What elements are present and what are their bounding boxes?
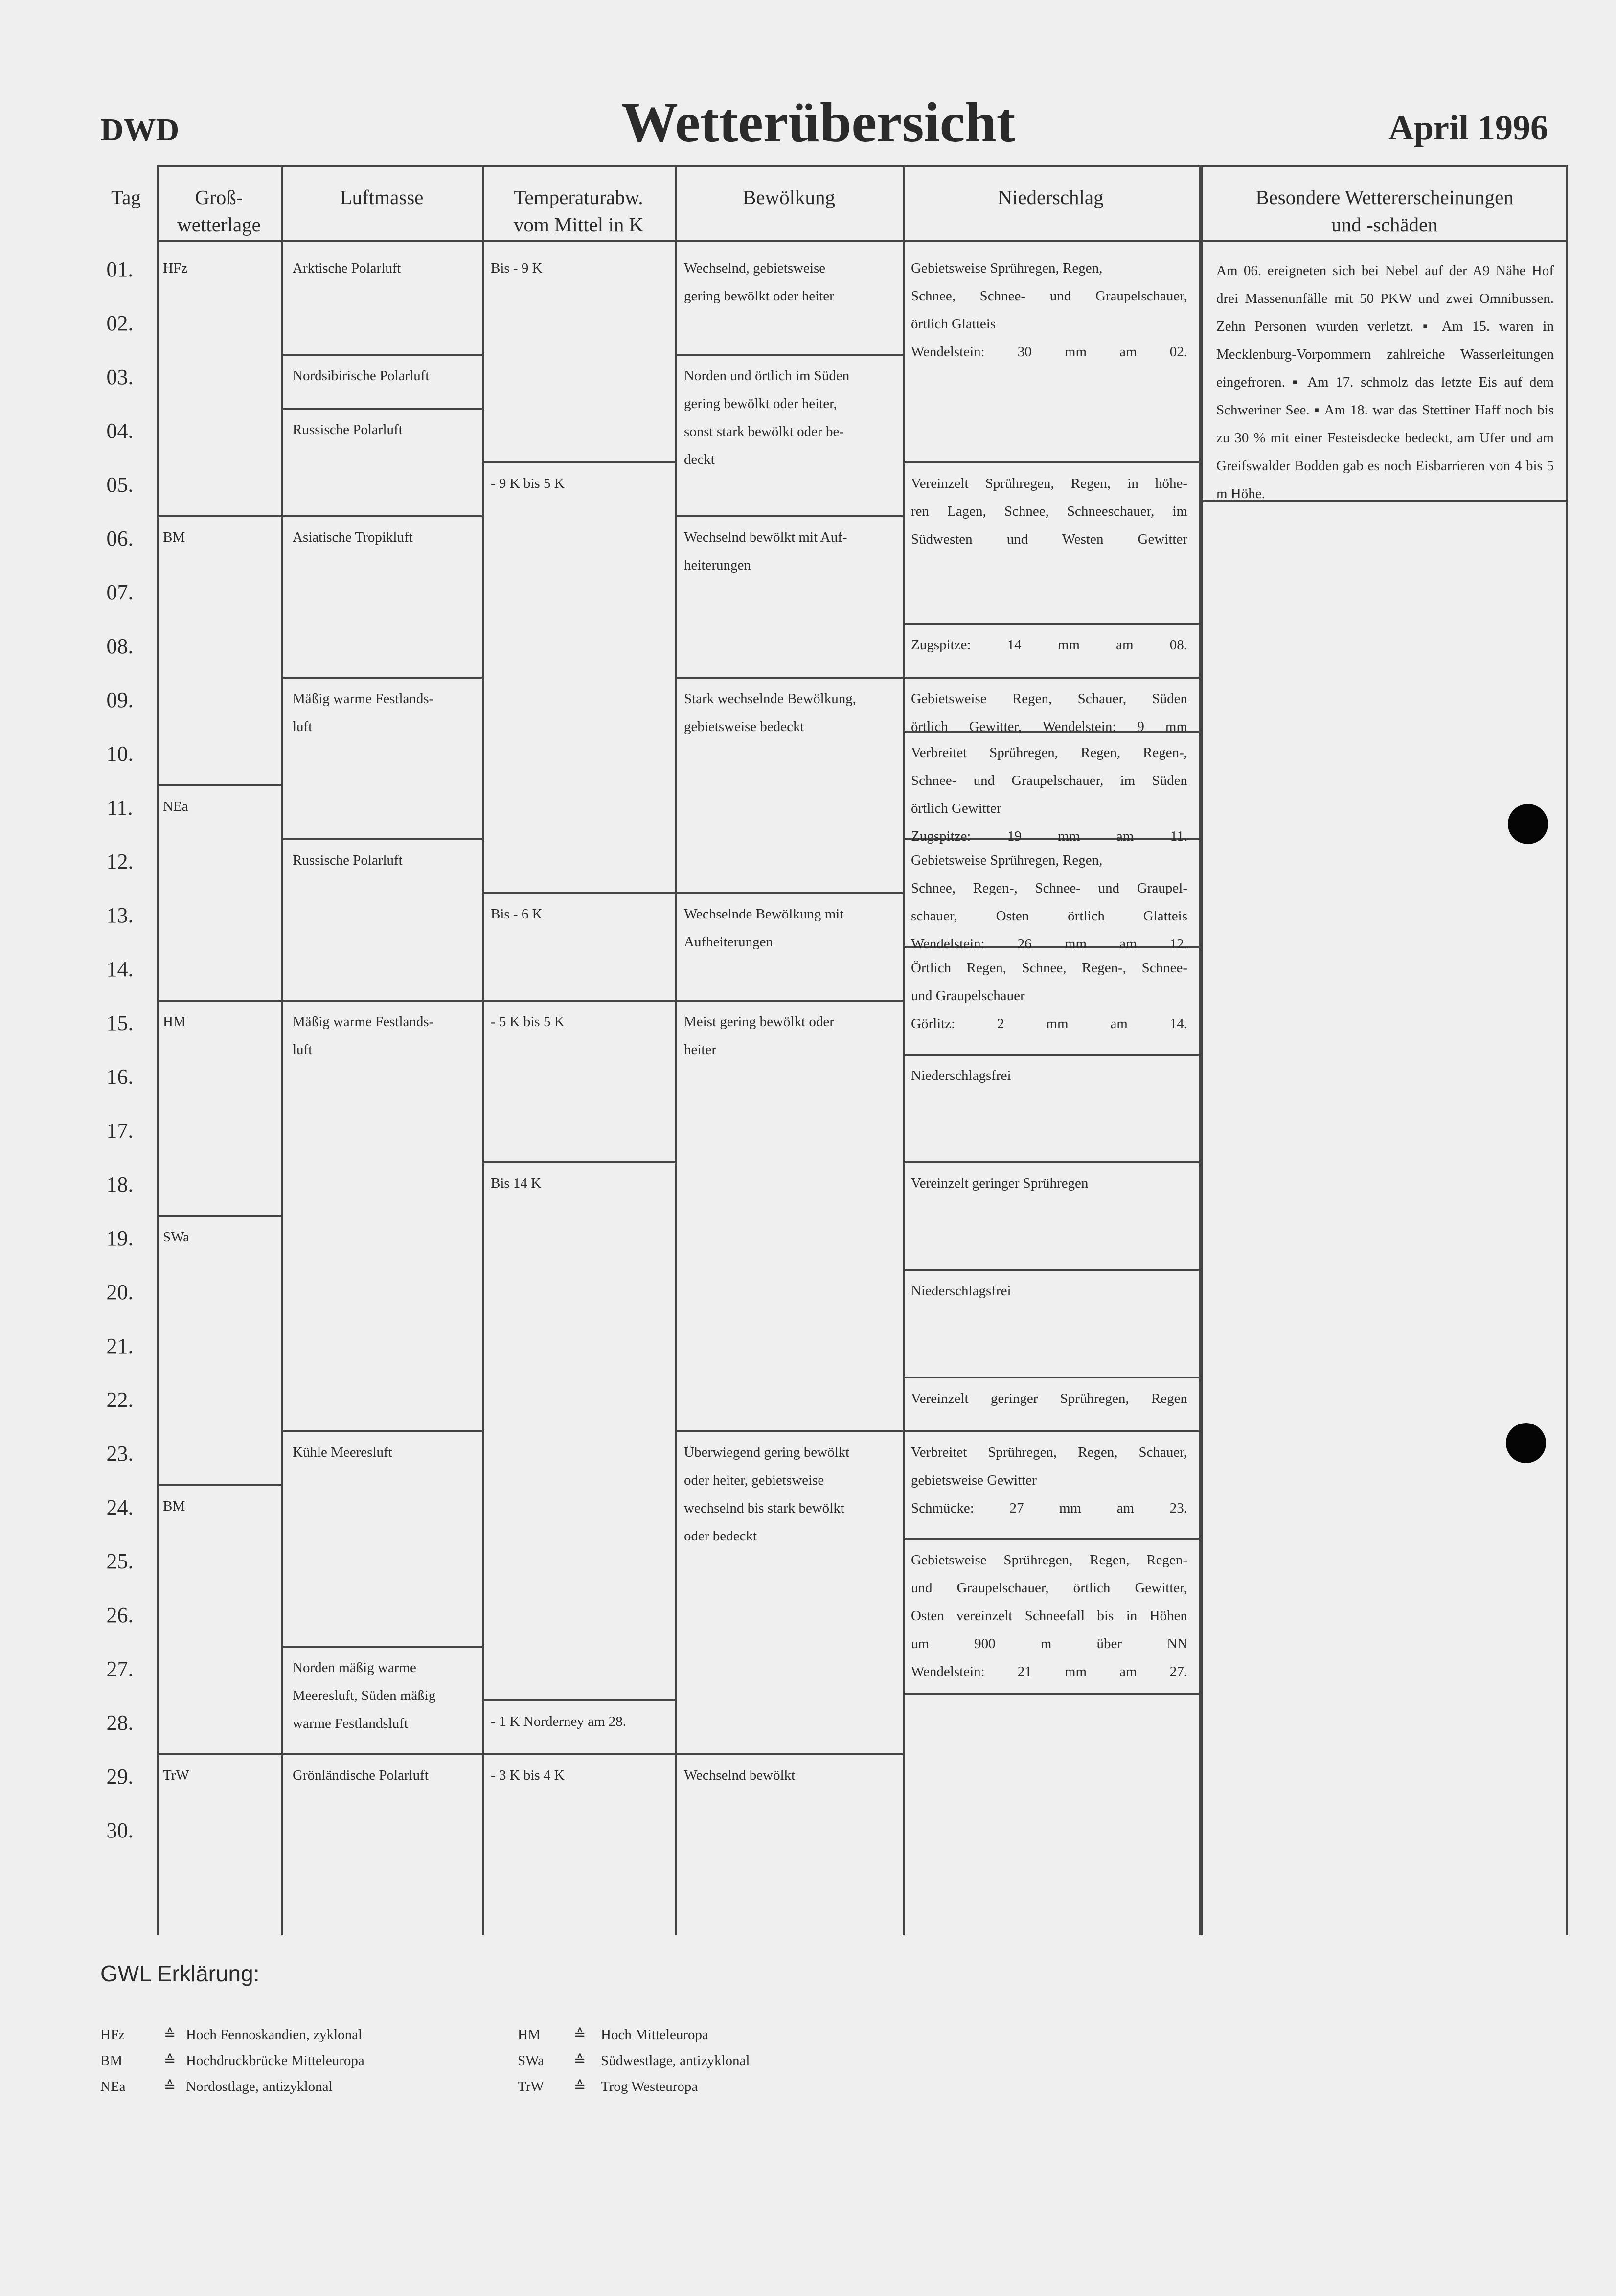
segment-divider — [281, 1646, 484, 1648]
cell-line: luft — [293, 719, 313, 735]
legend-correspondence-symbol: ≙ — [574, 2027, 586, 2043]
luftmasse-cell — [293, 416, 474, 444]
day-number: 21. — [106, 1334, 134, 1358]
temperature-cell — [491, 1708, 669, 1736]
segment-divider — [675, 892, 905, 894]
day-number: 19. — [106, 1226, 134, 1250]
gwl-cell: NEa — [163, 799, 188, 814]
segment-divider — [281, 354, 484, 356]
segment-divider — [675, 1430, 905, 1432]
luftmasse-cell — [293, 1762, 474, 1790]
cell-line: Gebietsweise Sprühregen, Regen, Regen- — [911, 1552, 1187, 1568]
cell-line: Stark wechselnde Bewölkung, — [684, 691, 856, 707]
cell-line: Schnee- und Graupelschauer, im Süden — [911, 773, 1187, 788]
legend-item — [100, 2047, 541, 2074]
cell-line: Gebietsweise Sprühregen, Regen, — [911, 852, 1103, 868]
punch-hole — [1506, 1423, 1546, 1463]
cell-line: - 3 K bis 4 K — [491, 1768, 565, 1783]
day-number: 17. — [106, 1119, 134, 1143]
segment-divider — [482, 1753, 677, 1755]
cell-line: und Graupelschauer, örtlich Gewitter, — [911, 1580, 1187, 1596]
day-number: 12. — [106, 850, 134, 873]
cell-line: luft — [293, 1042, 313, 1057]
luftmasse-cell — [293, 1439, 474, 1467]
legend-item — [518, 2021, 958, 2048]
cell-line: Russische Polarluft — [293, 422, 403, 437]
day-number: 28. — [106, 1711, 134, 1735]
day-number: 13. — [106, 903, 134, 927]
segment-divider — [903, 1269, 1201, 1271]
cell-line: Vereinzelt geringer Sprühregen, Regen — [911, 1391, 1187, 1406]
cell-line: Wendelstein: 21 mm am 27. — [911, 1664, 1187, 1679]
bewoelkung-cell — [684, 900, 877, 956]
cell-line: Wechselnd bewölkt mit Auf- — [684, 529, 847, 545]
legend-text: Hoch Mitteleuropa — [601, 2027, 708, 2043]
cell-line: Niederschlagsfrei — [911, 1068, 1011, 1083]
day-number: 02. — [106, 311, 134, 335]
legend-correspondence-symbol: ≙ — [164, 2027, 176, 2043]
day-number: 16. — [106, 1065, 134, 1089]
niederschlag-cell — [911, 1062, 1187, 1090]
segment-divider — [482, 1699, 677, 1701]
col-header-temperatur: Temperaturabw. vom Mittel in K — [513, 186, 644, 236]
bewoelkung-cell — [684, 1762, 877, 1790]
cell-line: Meist gering bewölkt oder — [684, 1014, 834, 1030]
cell-line: Osten vereinzelt Schneefall bis in Höhen — [911, 1608, 1187, 1624]
cell-line: ren Lagen, Schnee, Schneeschauer, im — [911, 504, 1187, 519]
day-number: 29. — [106, 1765, 134, 1789]
day-number: 14. — [106, 957, 134, 981]
legend-item — [518, 2073, 958, 2100]
bewoelkung-cell — [684, 524, 877, 579]
day-number: 25. — [106, 1549, 134, 1573]
header-left: DWD — [100, 112, 180, 148]
legend-item — [518, 2047, 958, 2074]
cell-line: Norden mäßig warme — [293, 1660, 416, 1676]
col-header-luftmasse: Luftmasse — [340, 186, 424, 208]
legend-abbr: BM — [100, 2053, 123, 2068]
day-number: 04. — [106, 419, 134, 443]
cell-line: gebietsweise bedeckt — [684, 719, 804, 735]
cell-line: Mäßig warme Festlands- — [293, 1014, 434, 1030]
segment-divider — [903, 1161, 1201, 1163]
bewoelkung-cell — [684, 685, 877, 741]
segment-divider — [903, 1538, 1201, 1540]
day-number: 05. — [106, 473, 134, 497]
day-number: 26. — [106, 1603, 134, 1627]
header-divider — [157, 240, 1568, 242]
segment-divider — [903, 461, 1201, 463]
cell-line: wechselnd bis stark bewölkt — [684, 1500, 844, 1516]
day-number: 10. — [106, 742, 134, 766]
cell-line: deckt — [684, 452, 715, 467]
col-header-besondere: Besondere Wettererscheinungen und -schäden — [1255, 186, 1514, 236]
niederschlag-cell — [911, 847, 1187, 958]
day-number: 03. — [106, 365, 134, 389]
luftmasse-cell — [293, 362, 474, 390]
cell-line: Niederschlagsfrei — [911, 1283, 1011, 1299]
day-number: 23. — [106, 1442, 134, 1466]
segment-divider — [482, 1161, 677, 1163]
legend-abbr: HFz — [100, 2027, 125, 2043]
day-number: 22. — [106, 1388, 134, 1412]
legend-correspondence-symbol: ≙ — [164, 2053, 176, 2068]
day-number: 09. — [106, 688, 134, 712]
segment-divider — [903, 1430, 1201, 1432]
cell-line: örtlich Gewitter — [911, 801, 1001, 816]
legend-correspondence-symbol: ≙ — [574, 2079, 586, 2094]
col-header-niederschlag: Niederschlag — [998, 186, 1104, 208]
day-number: 20. — [106, 1280, 134, 1304]
segment-divider — [281, 1000, 484, 1002]
cell-line: gering bewölkt oder heiter — [684, 288, 834, 304]
gwl-cell: SWa — [163, 1229, 190, 1245]
temperature-cell — [491, 1762, 669, 1790]
niederschlag-cell — [911, 254, 1187, 366]
gwl-cell: HM — [163, 1014, 186, 1030]
day-number: 24. — [106, 1495, 134, 1519]
day-number: 07. — [106, 580, 134, 604]
legend-abbr: NEa — [100, 2079, 126, 2094]
segment-divider — [157, 1484, 283, 1486]
day-number: 27. — [106, 1657, 134, 1681]
cell-line: Arktische Polarluft — [293, 260, 401, 276]
cell-line: gebietsweise Gewitter — [911, 1472, 1037, 1488]
day-number: 11. — [107, 796, 133, 820]
cell-line: schauer, Osten örtlich Glatteis — [911, 908, 1187, 924]
cell-line: Norden und örtlich im Süden — [684, 368, 850, 384]
segment-divider — [675, 515, 905, 517]
cell-line: Wechselnd, gebietsweise — [684, 260, 826, 276]
cell-line: gering bewölkt oder heiter, — [684, 396, 837, 412]
cell-line: Verbreitet Sprühregen, Regen, Regen-, — [911, 745, 1187, 760]
legend-abbr: SWa — [518, 2053, 545, 2068]
cell-line: um 900 m über NN — [911, 1636, 1187, 1652]
luftmasse-cell — [293, 847, 474, 874]
cell-line: Vereinzelt Sprühregen, Regen, in höhe- — [911, 476, 1187, 491]
col-header-gwl: Groß- wetterlage — [177, 186, 261, 236]
cell-line: Gebietsweise Regen, Schauer, Süden — [911, 691, 1187, 707]
cell-line: Südwesten und Westen Gewitter — [911, 531, 1187, 547]
legend-text: Trog Westeuropa — [601, 2079, 698, 2094]
cell-line: warme Festlandsluft — [293, 1716, 408, 1731]
cell-line: Grönländische Polarluft — [293, 1768, 429, 1783]
cell-line: und Graupelschauer — [911, 988, 1025, 1004]
punch-hole — [1508, 804, 1548, 844]
segment-divider — [281, 408, 484, 410]
niederschlag-cell — [911, 1385, 1187, 1413]
cell-line: Schnee, Schnee- und Graupelschauer, — [911, 288, 1187, 304]
legend-item — [100, 2021, 541, 2048]
cell-line: Asiatische Tropikluft — [293, 529, 413, 545]
cell-line: Bis - 9 K — [491, 260, 543, 276]
legend-text: Hoch Fennoskandien, zyklonal — [186, 2027, 363, 2043]
cell-line: Görlitz: 2 mm am 14. — [911, 1016, 1187, 1032]
segment-divider — [157, 1215, 283, 1217]
segment-divider — [281, 1753, 484, 1755]
niederschlag-cell — [911, 739, 1187, 850]
segment-divider — [675, 1753, 905, 1755]
page-title: Wetterübersicht — [621, 92, 1016, 154]
niederschlag-cell — [911, 631, 1187, 659]
col-header-tag: Tag — [111, 186, 141, 208]
day-number: 08. — [106, 634, 134, 658]
cell-line: Schmücke: 27 mm am 23. — [911, 1500, 1187, 1516]
col-header-bewoelkung: Bewölkung — [742, 186, 836, 208]
luftmasse-cell — [293, 1008, 474, 1064]
segment-divider — [903, 677, 1201, 679]
gwl-cell: BM — [163, 529, 185, 545]
cell-line: örtlich Gewitter, Wendelstein: 9 mm — [911, 719, 1187, 735]
legend-correspondence-symbol: ≙ — [164, 2079, 176, 2094]
segment-divider — [281, 515, 484, 517]
bewoelkung-cell — [684, 254, 877, 310]
cell-line: Örtlich Regen, Schnee, Regen-, Schnee- — [911, 960, 1187, 976]
cell-line: heiter — [684, 1042, 717, 1057]
cell-line: Meeresluft, Süden mäßig — [293, 1688, 436, 1703]
segment-divider — [482, 1000, 677, 1002]
niederschlag-cell — [911, 1439, 1187, 1522]
header-date: April 1996 — [1388, 108, 1548, 147]
legend-text: Nordostlage, antizyklonal — [186, 2079, 333, 2094]
segment-divider — [281, 1430, 484, 1432]
niederschlag-cell — [911, 1170, 1187, 1197]
legend-abbr: TrW — [518, 2079, 544, 2094]
day-number: 30. — [106, 1818, 134, 1842]
cell-line: Wendelstein: 26 mm am 12. — [911, 936, 1187, 952]
niederschlag-cell — [911, 954, 1187, 1038]
niederschlag-cell — [911, 470, 1187, 553]
cell-line: Gebietsweise Sprühregen, Regen, — [911, 260, 1103, 276]
gwl-cell: HFz — [163, 260, 187, 276]
segment-divider — [157, 1000, 283, 1002]
cell-line: Wechselnde Bewölkung mit — [684, 906, 844, 922]
cell-line: Russische Polarluft — [293, 852, 403, 868]
gwl-cell: BM — [163, 1498, 185, 1514]
cell-line: Kühle Meeresluft — [293, 1445, 392, 1460]
temperature-cell — [491, 1170, 669, 1197]
cell-line: Verbreitet Sprühregen, Regen, Schauer, — [911, 1445, 1187, 1460]
cell-line: Wendelstein: 30 mm am 02. — [911, 344, 1187, 360]
table-left-border — [157, 165, 159, 1935]
column-divider — [1201, 165, 1203, 1935]
luftmasse-cell — [293, 1654, 474, 1738]
legend-item — [100, 2073, 541, 2100]
cell-line: - 1 K Norderney am 28. — [491, 1714, 627, 1729]
segment-divider — [903, 1054, 1201, 1056]
segment-divider — [281, 838, 484, 840]
niederschlag-cell — [911, 1546, 1187, 1686]
segment-divider — [157, 1753, 283, 1755]
bewoelkung-cell — [684, 362, 877, 474]
cell-line: Mäßig warme Festlands- — [293, 691, 434, 707]
luftmasse-cell — [293, 685, 474, 741]
column-divider — [675, 165, 677, 1935]
column-divider — [903, 165, 905, 1935]
cell-line: örtlich Glatteis — [911, 316, 996, 332]
legend-text: Hochdruckbrücke Mitteleuropa — [186, 2053, 364, 2068]
cell-line: Zugspitze: 19 mm am 11. — [911, 828, 1187, 844]
legend-text: Südwestlage, antizyklonal — [601, 2053, 750, 2068]
segment-divider — [157, 515, 283, 517]
cell-line: Wechselnd bewölkt — [684, 1768, 796, 1783]
cell-line: Bis 14 K — [491, 1175, 542, 1191]
column-divider — [1199, 165, 1201, 1935]
segment-divider — [157, 784, 283, 786]
niederschlag-cell — [911, 685, 1187, 741]
legend-abbr: HM — [518, 2027, 541, 2043]
luftmasse-cell — [293, 524, 474, 551]
cell-line: Zugspitze: 14 mm am 08. — [911, 637, 1187, 653]
day-number: 15. — [106, 1011, 134, 1035]
segment-divider — [903, 1693, 1201, 1695]
segment-divider — [482, 892, 677, 894]
legend-correspondence-symbol: ≙ — [574, 2053, 586, 2068]
bewoelkung-cell — [684, 1008, 877, 1064]
special-events-notes: Am 06. ereigneten sich bei Nebel auf der A9 Nähe Hof drei Massenunfälle mit 50 PKW und zwei Omnibussen. Zehn Personen wurden verletzt. ▪ Am 15. waren in Mecklenburg-Vorpommern zahlreiche Wasserleitungen eingefroren. ▪ Am 17. schmolz das letzte Eis auf dem Schweriner See. ▪ Am 18. war das Stettiner Haff noch bis zu 30 % mit einer Festeisdecke bedeckt, am Ufer und am Greifswalder Bodden gab es noch Eisbarrieren von 4 bis 5 m Höhe. — [1216, 263, 1554, 502]
luftmasse-cell — [293, 254, 474, 282]
cell-line: Überwiegend gering bewölkt — [684, 1445, 850, 1460]
bewoelkung-cell — [684, 1439, 877, 1550]
cell-line: Nordsibirische Polarluft — [293, 368, 430, 384]
segment-divider — [903, 1377, 1201, 1378]
column-divider — [482, 165, 484, 1935]
cell-line: Bis - 6 K — [491, 906, 543, 922]
cell-line: Vereinzelt geringer Sprühregen — [911, 1175, 1089, 1191]
segment-divider — [281, 677, 484, 679]
table-right-border — [1566, 165, 1568, 1935]
cell-line: oder bedeckt — [684, 1528, 757, 1544]
day-number: 01. — [106, 257, 134, 281]
day-number: 06. — [106, 527, 134, 551]
cell-line: oder heiter, gebietsweise — [684, 1472, 824, 1488]
segment-divider — [482, 461, 677, 463]
cell-line: Schnee, Regen-, Schnee- und Graupel- — [911, 880, 1187, 896]
cell-line: - 5 K bis 5 K — [491, 1014, 565, 1030]
gwl-legend-title: GWL Erklärung: — [100, 1961, 260, 1986]
temperature-cell — [491, 470, 669, 498]
gwl-cell: TrW — [163, 1768, 189, 1783]
cell-line: - 9 K bis 5 K — [491, 476, 565, 491]
segment-divider — [903, 623, 1201, 625]
segment-divider — [675, 354, 905, 356]
cell-line: Aufheiterungen — [684, 934, 773, 950]
column-divider — [281, 165, 283, 1935]
temperature-cell — [491, 254, 669, 282]
table-top-border — [157, 165, 1568, 167]
day-number: 18. — [106, 1172, 134, 1196]
niederschlag-cell — [911, 1277, 1187, 1305]
segment-divider — [675, 1000, 905, 1002]
segment-divider — [675, 677, 905, 679]
temperature-cell — [491, 900, 669, 928]
cell-line: sonst stark bewölkt oder be- — [684, 424, 844, 439]
cell-line: heiterungen — [684, 557, 751, 573]
temperature-cell — [491, 1008, 669, 1036]
